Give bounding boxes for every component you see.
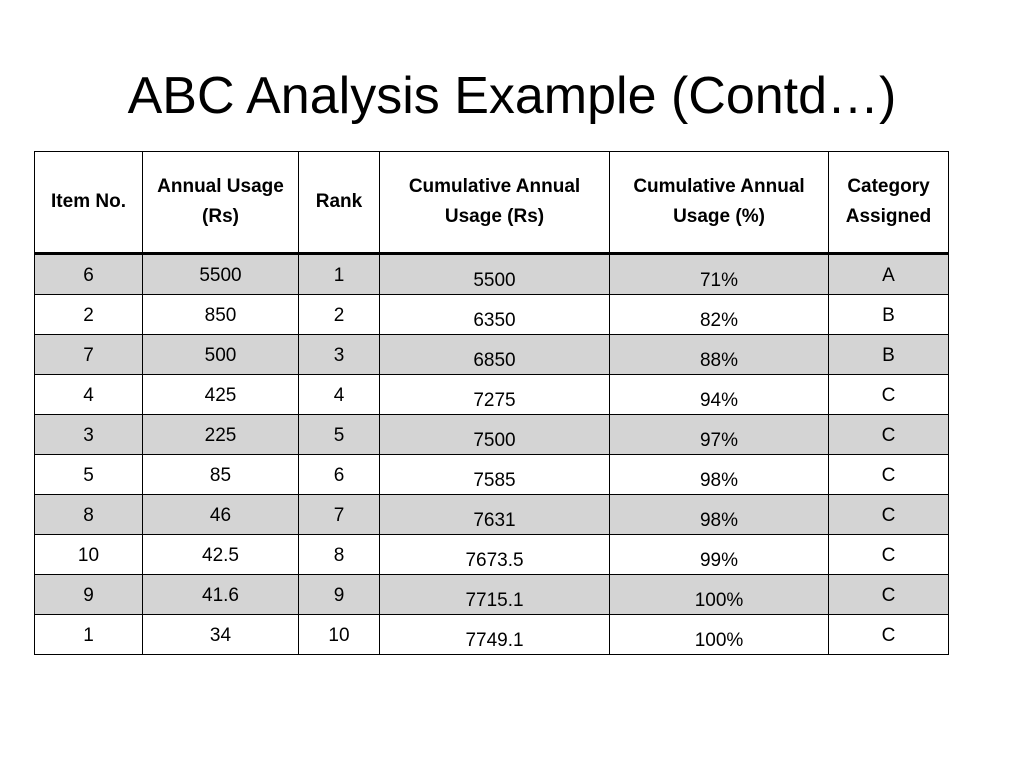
cumulative-usage-rs-cell: 5500 xyxy=(380,254,610,295)
header-annual-usage: Annual Usage (Rs) xyxy=(143,152,299,254)
table-row xyxy=(35,375,949,415)
cumulative-usage-rs-cell: 7715.1 xyxy=(380,575,610,615)
category-cell: C xyxy=(829,415,949,455)
cumulative-usage-rs-cell: 6350 xyxy=(380,295,610,335)
table-row xyxy=(35,615,949,655)
table-row xyxy=(35,455,949,495)
item-no-cell: 6 xyxy=(35,254,143,295)
item-no-cell: 10 xyxy=(35,535,143,575)
cumulative-usage-pct-cell: 88% xyxy=(610,335,829,375)
category-cell: C xyxy=(829,375,949,415)
rank-cell: 4 xyxy=(299,375,380,415)
annual-usage-cell: 5500 xyxy=(143,254,299,295)
table-row xyxy=(35,535,949,575)
annual-usage-cell: 225 xyxy=(143,415,299,455)
rank-cell: 2 xyxy=(299,295,380,335)
slide-title: ABC Analysis Example (Contd…) xyxy=(127,67,897,125)
cumulative-usage-pct-cell: 97% xyxy=(610,415,829,455)
cumulative-usage-pct-cell: 82% xyxy=(610,295,829,335)
table-row xyxy=(35,295,949,335)
cumulative-usage-rs-cell: 6850 xyxy=(380,335,610,375)
item-no-cell: 4 xyxy=(35,375,143,415)
category-cell: C xyxy=(829,535,949,575)
table-row xyxy=(35,495,949,535)
cumulative-usage-pct-cell: 100% xyxy=(610,575,829,615)
rank-cell: 8 xyxy=(299,535,380,575)
item-no-cell: 5 xyxy=(35,455,143,495)
annual-usage-cell: 850 xyxy=(143,295,299,335)
annual-usage-cell: 500 xyxy=(143,335,299,375)
header-rank: Rank xyxy=(299,152,380,254)
rank-cell: 7 xyxy=(299,495,380,535)
annual-usage-cell: 46 xyxy=(143,495,299,535)
category-cell: C xyxy=(829,615,949,655)
category-cell: C xyxy=(829,495,949,535)
table-header xyxy=(35,152,949,254)
annual-usage-cell: 85 xyxy=(143,455,299,495)
header-cumulative-usage-rs: Cumulative Annual Usage (Rs) xyxy=(380,152,610,254)
rank-cell: 1 xyxy=(299,254,380,295)
item-no-cell: 3 xyxy=(35,415,143,455)
rank-cell: 6 xyxy=(299,455,380,495)
cumulative-usage-pct-cell: 99% xyxy=(610,535,829,575)
category-cell: B xyxy=(829,295,949,335)
annual-usage-cell: 34 xyxy=(143,615,299,655)
cumulative-usage-pct-cell: 94% xyxy=(610,375,829,415)
item-no-cell: 2 xyxy=(35,295,143,335)
category-cell: B xyxy=(829,335,949,375)
header-category: Category Assigned xyxy=(829,152,949,254)
cumulative-usage-rs-cell: 7673.5 xyxy=(380,535,610,575)
cumulative-usage-rs-cell: 7500 xyxy=(380,415,610,455)
category-cell: C xyxy=(829,455,949,495)
item-no-cell: 9 xyxy=(35,575,143,615)
table-row xyxy=(35,575,949,615)
table-body xyxy=(35,254,949,655)
annual-usage-cell: 425 xyxy=(143,375,299,415)
cumulative-usage-pct-cell: 100% xyxy=(610,615,829,655)
abc-analysis-table xyxy=(34,151,949,655)
table-row xyxy=(35,254,949,295)
header-item-no: Item No. xyxy=(35,152,143,254)
rank-cell: 5 xyxy=(299,415,380,455)
cumulative-usage-rs-cell: 7275 xyxy=(380,375,610,415)
cumulative-usage-rs-cell: 7585 xyxy=(380,455,610,495)
table-row xyxy=(35,415,949,455)
category-cell: A xyxy=(829,254,949,295)
cumulative-usage-rs-cell: 7631 xyxy=(380,495,610,535)
header-row xyxy=(35,152,949,254)
category-cell: C xyxy=(829,575,949,615)
header-cumulative-usage-pct: Cumulative Annual Usage (%) xyxy=(610,152,829,254)
annual-usage-cell: 42.5 xyxy=(143,535,299,575)
table-row xyxy=(35,335,949,375)
cumulative-usage-pct-cell: 71% xyxy=(610,254,829,295)
rank-cell: 3 xyxy=(299,335,380,375)
cumulative-usage-pct-cell: 98% xyxy=(610,495,829,535)
item-no-cell: 8 xyxy=(35,495,143,535)
cumulative-usage-pct-cell: 98% xyxy=(610,455,829,495)
rank-cell: 10 xyxy=(299,615,380,655)
item-no-cell: 1 xyxy=(35,615,143,655)
annual-usage-cell: 41.6 xyxy=(143,575,299,615)
rank-cell: 9 xyxy=(299,575,380,615)
cumulative-usage-rs-cell: 7749.1 xyxy=(380,615,610,655)
item-no-cell: 7 xyxy=(35,335,143,375)
